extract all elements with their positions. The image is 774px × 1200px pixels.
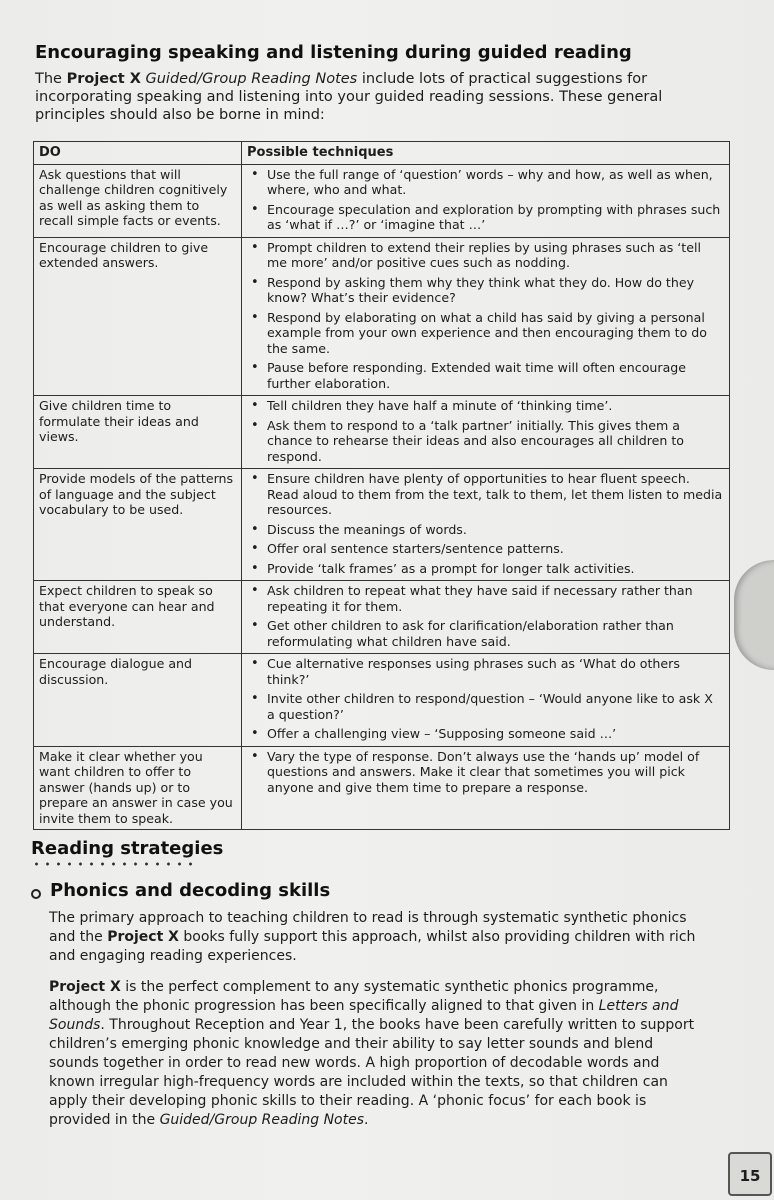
- intro-text-italic: Guided/Group Reading Notes: [140, 71, 358, 87]
- page-tab-cutout: [734, 560, 774, 670]
- table-row: [34, 164, 730, 237]
- header-techniques: Possible techniques: [242, 142, 730, 165]
- do-cell: Give children time to formulate their ideas and views.: [34, 396, 242, 469]
- do-cell: Make it clear whether you want children to offer to answer (hands up) or to prepare an answer in case you invite them to speak.: [34, 746, 242, 830]
- technique-item: • Ensure children have plenty of opportunities to hear fluent speech. Read aloud to them from the text, talk to them, let them listen to media resources.: [261, 471, 724, 518]
- p2-text-c: .: [364, 1112, 369, 1128]
- techniques-cell: [242, 237, 730, 396]
- p2-text-italic-2: Guided/Group Reading Notes: [159, 1112, 364, 1128]
- technique-item: • Tell children they have half a minute of ‘thinking time’.: [261, 398, 724, 414]
- table-row: [34, 469, 730, 581]
- table-header-row: [34, 142, 730, 165]
- technique-item: • Get other children to ask for clarification/elaboration rather than reformulating what children have said.: [261, 618, 724, 649]
- phonics-paragraph-1: [49, 909, 699, 966]
- intro-text-pre: The: [35, 71, 67, 87]
- techniques-cell: [242, 164, 730, 237]
- technique-item: • Provide ‘talk frames’ as a prompt for longer talk activities.: [261, 561, 724, 577]
- table-row: [34, 654, 730, 747]
- technique-item: • Ask them to respond to a ‘talk partner’ initially. This gives them a chance to rehearse their ideas and also encourages all children to respond.: [261, 418, 724, 465]
- do-cell: Ask questions that will challenge children cognitively as well as asking them to recall simple facts or events.: [34, 164, 242, 237]
- header-do: DO: [34, 142, 242, 165]
- techniques-cell: [242, 396, 730, 469]
- technique-item: • Respond by asking them why they think what they do. How do they know? What’s their evidence?: [261, 275, 724, 306]
- table-row: [34, 581, 730, 654]
- techniques-cell: [242, 746, 730, 830]
- do-techniques-table: [33, 141, 730, 830]
- do-cell: Expect children to speak so that everyone can hear and understand.: [34, 581, 242, 654]
- table-row: [34, 746, 730, 830]
- p2-text-b: . Throughout Reception and Year 1, the books have been carefully written to support children’s emerging phonic knowledge and their ability to say letter sounds and blend sounds together in order to read new words. A high proportion of decodable words and known irregular high-frequency words are included within the texts, so that children can apply their developing phonic skills to their reading. A ‘phonic focus’ for each book is provided in the: [49, 1017, 695, 1128]
- technique-item: • Encourage speculation and exploration by prompting with phrases such as ‘what if …?’ or ‘imagine that …’: [261, 202, 724, 233]
- techniques-cell: [242, 581, 730, 654]
- p1-text-pre: The primary approach to teaching children to read is through systematic synthetic phonics and the: [49, 910, 687, 945]
- techniques-cell: [242, 654, 730, 747]
- p2-text-a: is the perfect complement to any systematic synthetic phonics programme, although the phonic progression has been specifically aligned to that given in: [49, 979, 659, 1014]
- technique-item: • Invite other children to respond/question – ‘Would anyone like to ask X a question?’: [261, 691, 724, 722]
- dotted-underline: [31, 862, 196, 866]
- technique-item: • Ask children to repeat what they have said if necessary rather than repeating it for them.: [261, 583, 724, 614]
- ring-bullet-icon: [31, 889, 41, 899]
- table-row: [34, 237, 730, 396]
- page-number: 15: [728, 1152, 772, 1196]
- p2-text-italic-1: Letters and Sounds: [49, 998, 679, 1033]
- p2-text-bold: Project X: [49, 979, 121, 995]
- p1-text-post: books fully support this approach, whilst also providing children with rich and engaging reading experiences.: [49, 929, 696, 964]
- intro-paragraph: [35, 70, 715, 124]
- intro-text-bold: Project X: [66, 71, 141, 87]
- technique-item: • Pause before responding. Extended wait time will often encourage further elaboration.: [261, 360, 724, 391]
- technique-item: • Respond by elaborating on what a child has said by giving a personal example from your own experience and then encouraging them to do the same.: [261, 310, 724, 357]
- technique-item: • Discuss the meanings of words.: [261, 522, 724, 538]
- technique-item: • Cue alternative responses using phrases such as ‘What do others think?’: [261, 656, 724, 687]
- phonics-paragraph-2: [49, 978, 699, 1130]
- technique-item: • Offer oral sentence starters/sentence patterns.: [261, 541, 724, 557]
- technique-item: • Vary the type of response. Don’t always use the ‘hands up’ model of questions and answers. Make it clear that sometimes you will pick anyone and give them time to prepare a response.: [261, 749, 724, 796]
- section-heading: Encouraging speaking and listening during guided reading: [35, 42, 632, 63]
- intro-text-post: include lots of practical suggestions for incorporating speaking and listening into your guided reading sessions. These general principles should also be borne in mind:: [35, 71, 663, 123]
- do-cell: Provide models of the patterns of language and the subject vocabulary to be used.: [34, 469, 242, 581]
- phonics-heading: Phonics and decoding skills: [50, 880, 331, 901]
- table-row: [34, 396, 730, 469]
- techniques-cell: [242, 469, 730, 581]
- p1-text-bold: Project X: [107, 929, 179, 945]
- technique-item: • Use the full range of ‘question’ words – why and how, as well as when, where, who and what.: [261, 167, 724, 198]
- do-cell: Encourage dialogue and discussion.: [34, 654, 242, 747]
- reading-strategies-heading: Reading strategies: [31, 838, 224, 859]
- do-cell: Encourage children to give extended answers.: [34, 237, 242, 396]
- technique-item: • Prompt children to extend their replies by using phrases such as ‘tell me more’ and/or positive cues such as nodding.: [261, 240, 724, 271]
- technique-item: • Offer a challenging view – ‘Supposing someone said …’: [261, 726, 724, 742]
